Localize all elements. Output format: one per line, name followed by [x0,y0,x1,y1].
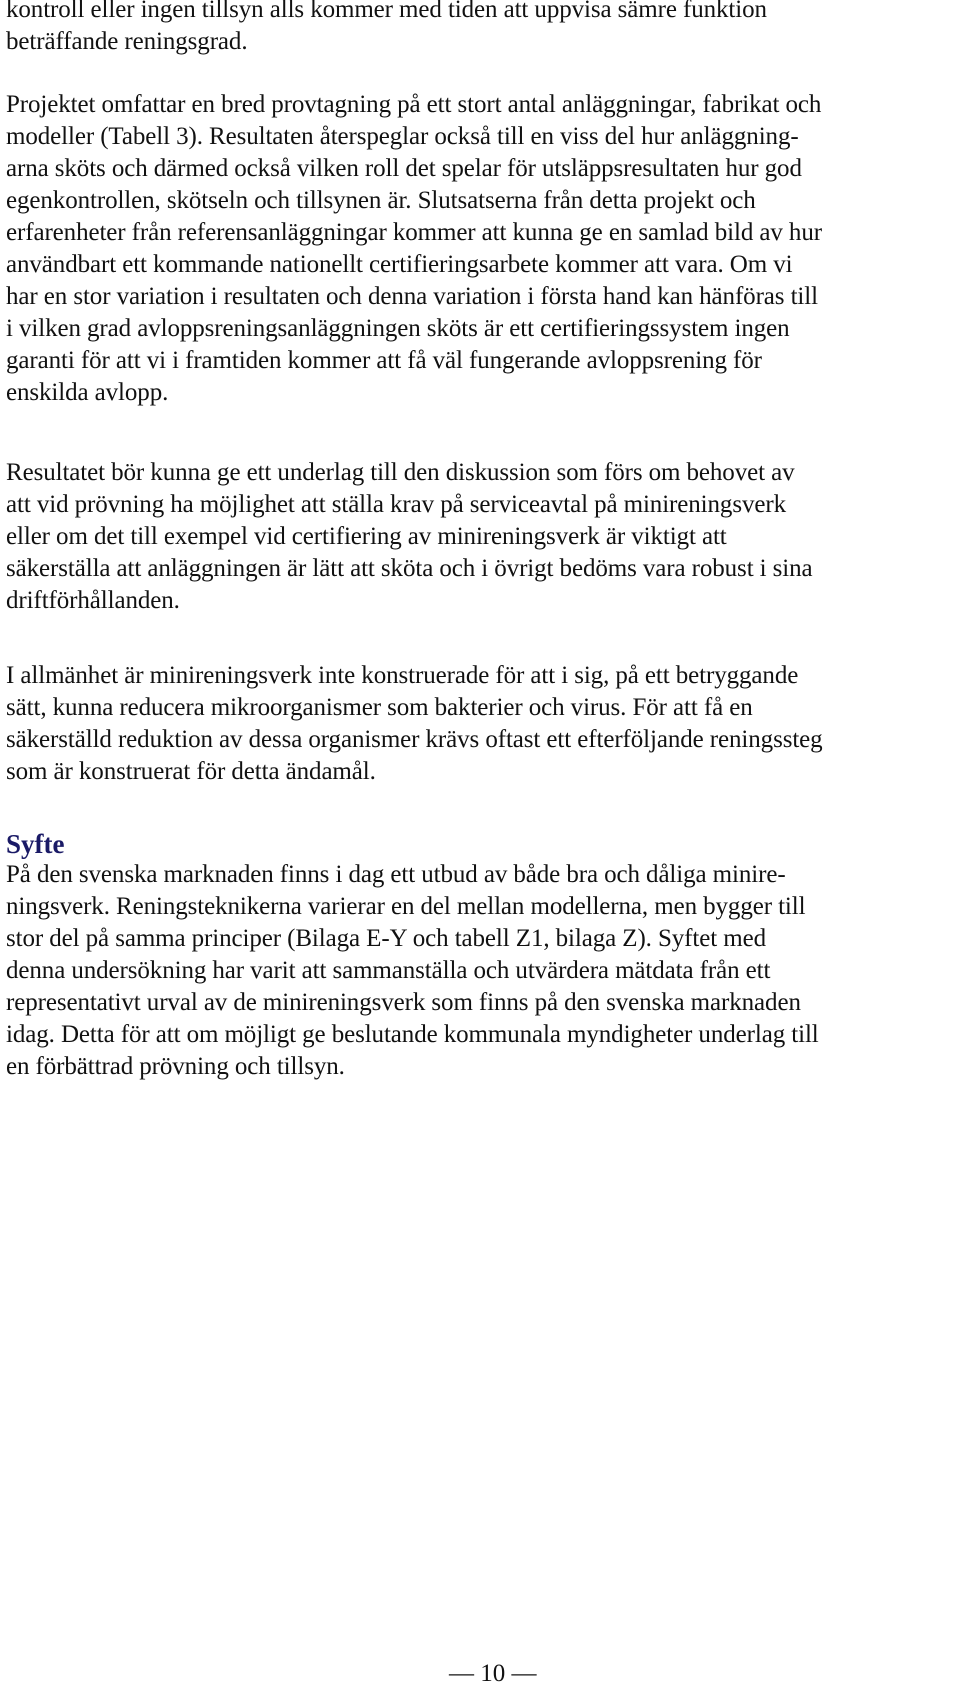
text-line: I allmänhet är minireningsverk inte konstruerade för att i sig, på ett betryggande [6,662,799,689]
text-line: Projektet omfattar en bred provtagning på ett stort antal anläggningar, fabrikat och [6,91,822,118]
paragraph-syfte [6,859,819,1083]
text-line: sätt, kunna reducera mikroorganismer som bakterier och virus. För att få en [6,694,753,721]
text-line: säkerställa att anläggningen är lätt att sköta och i övrigt bedöms vara robust i sina [6,555,813,582]
paragraph-projekt [6,89,822,409]
text-line: ningsverk. Reningsteknikerna varierar en del mellan modellerna, men bygger till [6,893,806,920]
text-line: garanti för att vi i framtiden kommer att få väl fungerande avloppsrening för [6,347,762,374]
text-line: enskilda avlopp. [6,379,169,406]
text-line: beträffande reningsgrad. [6,28,248,55]
text-line: en förbättrad prövning och tillsyn. [6,1053,345,1080]
text-line: som är konstruerat för detta ändamål. [6,758,376,785]
text-line: i vilken grad avloppsreningsanläggningen sköts är ett certifieringssystem ingen [6,315,790,342]
text-line: egenkontrollen, skötseln och tillsynen är. Slutsatserna från detta projekt och [6,187,756,214]
text-line: säkerställd reduktion av dessa organismer krävs oftast ett efterföljande reningssteg [6,726,823,753]
text-line: stor del på samma principer (Bilaga E-Y och tabell Z1, bilaga Z). Syftet med [6,925,766,952]
text-line: kontroll eller ingen tillsyn alls kommer med tiden att uppvisa sämre funktion [6,0,767,23]
text-line: erfarenheter från referensanläggningar kommer att kunna ge en samlad bild av hur [6,219,822,246]
text-line: har en stor variation i resultaten och denna variation i första hand kan hänföras till [6,283,818,310]
text-line: idag. Detta för att om möjligt ge beslutande kommunala myndigheter underlag till [6,1021,819,1048]
text-line: Resultatet bör kunna ge ett underlag till den diskussion som förs om behovet av [6,459,795,486]
text-line: att vid prövning ha möjlighet att ställa krav på serviceavtal på minireningsverk [6,491,786,518]
text-line: representativt urval av de minireningsverk som finns på den svenska marknaden [6,989,801,1016]
text-line: På den svenska marknaden finns i dag ett utbud av både bra och dåliga minire- [6,861,786,888]
text-line: arna sköts och därmed också vilken roll det spelar för utsläppsresultaten hur god [6,155,802,182]
text-line: driftförhållanden. [6,587,180,614]
text-line: användbart ett kommande nationellt certifieringsarbete kommer att vara. Om vi [6,251,793,278]
page-number: — 10 — [449,1660,537,1687]
text-line: denna undersökning har varit att sammanställa och utvärdera mätdata från ett [6,957,771,984]
section-heading-syfte: Syfte [6,829,65,859]
paragraph-resultat [6,457,813,617]
text-line: eller om det till exempel vid certifiering av minireningsverk är viktigt att [6,523,727,550]
paragraph-intro [6,0,767,58]
paragraph-allmanhet [6,660,823,788]
text-line: modeller (Tabell 3). Resultaten återspeglar också till en viss del hur anläggning- [6,123,799,150]
